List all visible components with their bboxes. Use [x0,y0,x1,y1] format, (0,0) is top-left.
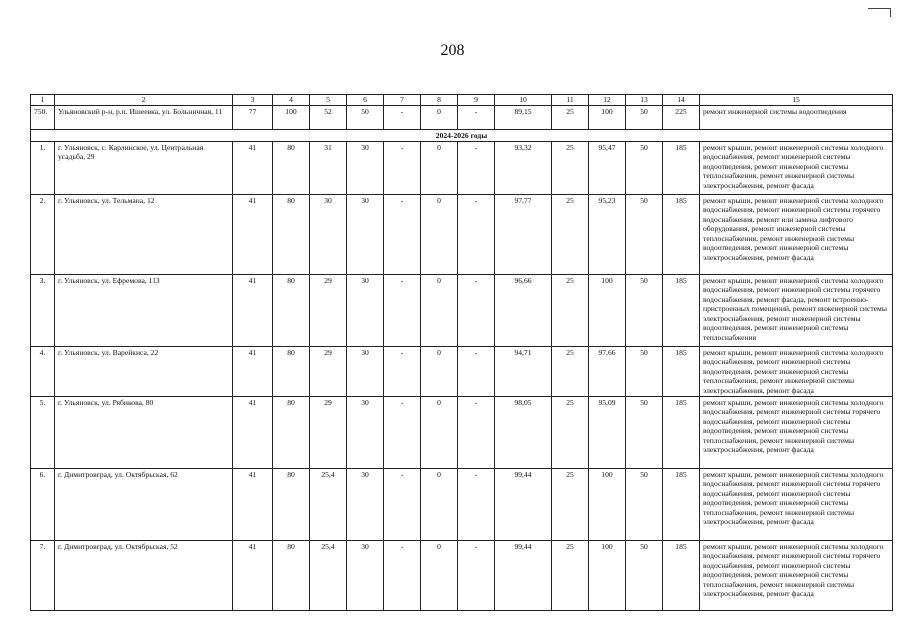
cell-col-10: 99,44 [495,468,552,540]
cell-col-8: 0 [421,540,458,610]
cell-col-3: 41 [233,540,273,610]
cell-col-12: 100 [589,274,626,346]
address: г. Ульяновск, ул. Рябикова, 80 [55,396,233,468]
page-number: 208 [440,42,465,59]
cell-col-5: 52 [310,105,347,129]
cell-col-9: - [458,468,495,540]
cell-col-13: 50 [626,346,663,396]
cell-col-13: 50 [626,141,663,194]
address: г. Ульяновск, с. Карлинское, ул. Центральная усадьба, 29 [55,141,233,194]
cell-col-12: 95,47 [589,141,626,194]
works-list: ремонт крыши, ремонт инженерной системы холодного водоснабжения, ремонт инженерной системы горячего водоснабжения, ремонт фасада, ремонт встроенно-пристроенных помещений, ремонт инженерной системы электроснабжения, ремонт инженерной системы водоотведения, ремонт инженерной системы теплоснабжения [700,274,893,346]
cell-col-10: 94,71 [495,346,552,396]
column-number: 14 [663,95,700,106]
cell-col-4: 80 [273,468,310,540]
table-row [31,274,893,346]
row-number: 6. [31,468,55,540]
cell-col-8: 0 [421,141,458,194]
cell-col-9: - [458,194,495,274]
cell-col-5: 25,4 [310,468,347,540]
cell-col-4: 80 [273,346,310,396]
cell-col-9: - [458,274,495,346]
cell-col-3: 41 [233,194,273,274]
works-list: ремонт крыши, ремонт инженерной системы холодного водоснабжения, ремонт инженерной системы горячего водоснабжения, ремонт или замена лифтового оборудования, ремонт инженерной системы теплоснабжения, ремонт инженерной системы водоотведения, ремонт инженерной системы электроснабжения, ремонт фасада [700,194,893,274]
cell-col-7: - [384,468,421,540]
cell-col-12: 100 [589,468,626,540]
cell-col-8: 0 [421,274,458,346]
cell-col-12: 95,09 [589,396,626,468]
cell-col-8: 0 [421,396,458,468]
address: г. Ульяновск, ул. Тельмана, 12 [55,194,233,274]
cell-col-8: 0 [421,194,458,274]
corner-mark [868,8,891,17]
cell-col-11: 25 [552,468,589,540]
cell-col-10: 98,05 [495,396,552,468]
cell-col-7: - [384,396,421,468]
cell-col-11: 25 [552,194,589,274]
cell-col-5: 29 [310,346,347,396]
cell-col-5: 30 [310,194,347,274]
cell-col-13: 50 [626,396,663,468]
cell-col-5: 29 [310,274,347,346]
data-table [30,94,893,611]
cell-col-3: 41 [233,396,273,468]
cell-col-14: 185 [663,274,700,346]
row-number: 1. [31,141,55,194]
cell-col-10: 96,66 [495,274,552,346]
column-number: 5 [310,95,347,106]
cell-col-14: 185 [663,468,700,540]
cell-col-12: 100 [589,540,626,610]
cell-col-8: 0 [421,346,458,396]
cell-col-11: 25 [552,105,589,129]
column-number: 8 [421,95,458,106]
cell-col-7: - [384,194,421,274]
cell-col-6: 30 [347,396,384,468]
table-row [31,194,893,274]
table-row [31,346,893,396]
cell-col-11: 25 [552,346,589,396]
cell-col-14: 185 [663,141,700,194]
works-list: ремонт крыши, ремонт инженерной системы холодного водоснабжения, ремонт инженерной системы горячего водоснабжения, ремонт инженерной системы водоотведения, ремонт инженерной системы теплоснабжения, ремонт инженерной системы электроснабжения, ремонт фасада [700,468,893,540]
cell-col-8: 0 [421,105,458,129]
cell-col-9: - [458,346,495,396]
cell-col-14: 185 [663,396,700,468]
cell-col-10: 89,15 [495,105,552,129]
cell-col-12: 95,23 [589,194,626,274]
cell-col-3: 77 [233,105,273,129]
cell-col-13: 50 [626,468,663,540]
cell-col-4: 80 [273,141,310,194]
works-list: ремонт крыши, ремонт инженерной системы холодного водоснабжения, ремонт инженерной системы водоотведения, ремонт инженерной системы теплоснабжения, ремонт инженерной системы электроснабжения, ремонт фасада [700,346,893,396]
column-number: 12 [589,95,626,106]
address: г. Ульяновск, ул. Варейкиса, 22 [55,346,233,396]
column-number-row [31,95,893,106]
cell-col-6: 30 [347,468,384,540]
row-number: 2. [31,194,55,274]
cell-col-7: - [384,141,421,194]
column-number: 7 [384,95,421,106]
cell-col-8: 0 [421,468,458,540]
cell-col-9: - [458,396,495,468]
column-number: 4 [273,95,310,106]
cell-col-7: - [384,105,421,129]
cell-col-14: 185 [663,346,700,396]
column-number: 2 [55,95,233,106]
cell-col-7: - [384,540,421,610]
column-number: 13 [626,95,663,106]
cell-col-10: 97,77 [495,194,552,274]
cell-col-12: 97,66 [589,346,626,396]
cell-col-11: 25 [552,396,589,468]
column-number: 3 [233,95,273,106]
row-number: 7. [31,540,55,610]
column-number: 1 [31,95,55,106]
works-list: ремонт инженерной системы водоотведения [700,105,893,129]
cell-col-7: - [384,346,421,396]
cell-col-5: 25,4 [310,540,347,610]
cell-col-10: 99,44 [495,540,552,610]
cell-col-6: 50 [347,105,384,129]
cell-col-6: 30 [347,346,384,396]
address: г. Димитровград, ул. Октябрьская, 62 [55,468,233,540]
table-row [31,396,893,468]
section-header-row [31,129,893,141]
cell-col-13: 50 [626,540,663,610]
works-list: ремонт крыши, ремонт инженерной системы холодного водоснабжения, ремонт инженерной системы горячего водоснабжения, ремонт инженерной системы водоотведения, ремонт инженерной системы теплоснабжения, ремонт инженерной системы электроснабжения, ремонт фасада [700,540,893,610]
column-number: 9 [458,95,495,106]
row-number: 3. [31,274,55,346]
cell-col-4: 80 [273,274,310,346]
cell-col-6: 30 [347,540,384,610]
cell-col-10: 93,32 [495,141,552,194]
column-number: 11 [552,95,589,106]
cell-col-13: 50 [626,105,663,129]
address: г. Димитровград, ул. Октябрьская, 52 [55,540,233,610]
column-number: 6 [347,95,384,106]
table-row [31,540,893,610]
cell-col-3: 41 [233,141,273,194]
cell-col-11: 25 [552,141,589,194]
cell-col-5: 29 [310,396,347,468]
row-number: 4. [31,346,55,396]
cell-col-6: 30 [347,274,384,346]
cell-col-3: 41 [233,468,273,540]
address: Ульяновский р-н, р.п. Ишеевка, ул. Больничная, 11 [55,105,233,129]
cell-col-7: - [384,274,421,346]
cell-col-14: 225 [663,105,700,129]
cell-col-12: 100 [589,105,626,129]
table-row-750 [31,105,893,129]
cell-col-3: 41 [233,346,273,396]
cell-col-11: 25 [552,540,589,610]
cell-col-11: 25 [552,274,589,346]
address: г. Ульяновск, ул. Ефремова, 113 [55,274,233,346]
cell-col-14: 185 [663,194,700,274]
works-list: ремонт крыши, ремонт инженерной системы холодного водоснабжения, ремонт инженерной системы водоотведения, ремонт инженерной системы теплоснабжения, ремонт инженерной системы электроснабжения, ремонт фасада [700,141,893,194]
cell-col-6: 30 [347,141,384,194]
cell-col-4: 80 [273,194,310,274]
cell-col-5: 31 [310,141,347,194]
cell-col-3: 41 [233,274,273,346]
column-number: 15 [700,95,893,106]
table-row [31,141,893,194]
table-row [31,468,893,540]
cell-col-13: 50 [626,274,663,346]
cell-col-4: 100 [273,105,310,129]
row-number: 750. [31,105,55,129]
column-number: 10 [495,95,552,106]
cell-col-13: 50 [626,194,663,274]
cell-col-9: - [458,141,495,194]
works-list: ремонт крыши, ремонт инженерной системы холодного водоснабжения, ремонт инженерной системы горячего водоснабжения, ремонт инженерной системы водоотведения, ремонт инженерной системы теплоснабжения, ремонт инженерной системы электроснабжения, ремонт фасада [700,396,893,468]
section-title: 2024-2026 годы [31,129,893,141]
cell-col-6: 30 [347,194,384,274]
cell-col-4: 80 [273,540,310,610]
row-number: 5. [31,396,55,468]
cell-col-9: - [458,540,495,610]
cell-col-4: 80 [273,396,310,468]
cell-col-9: - [458,105,495,129]
cell-col-14: 185 [663,540,700,610]
